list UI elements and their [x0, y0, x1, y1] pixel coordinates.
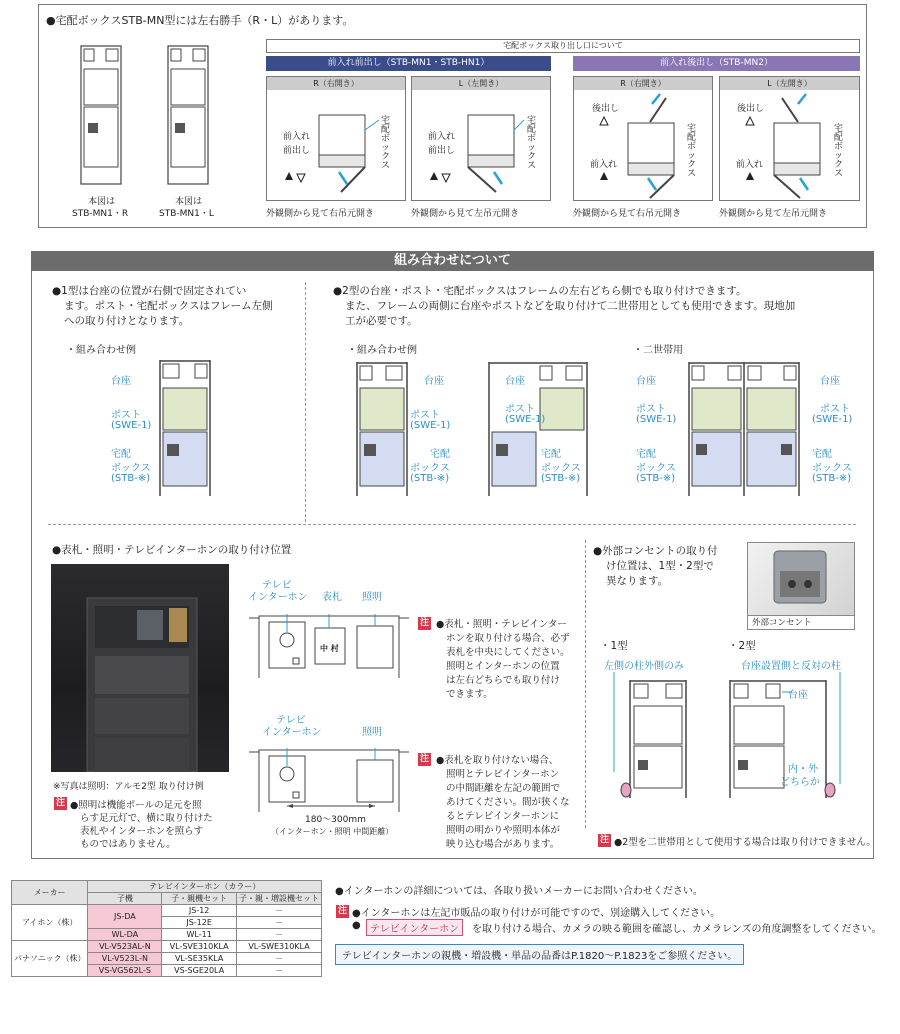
- mn1-r-front-in: 前入れ: [283, 132, 311, 142]
- outlet-inout2: どちらか: [780, 777, 820, 788]
- light-note-4: ものではありません。: [80, 839, 176, 850]
- tf-left-base: 台座: [636, 376, 656, 387]
- outlet-photo: [747, 542, 855, 630]
- mn2-l-box-label: 宅配ボックス: [834, 124, 844, 179]
- example-label-2: ・組み合わせ例: [347, 345, 417, 356]
- bottom-note1: ●インターホンは左記市販品の取り付けが可能ですので、別途購入してください。: [352, 908, 721, 919]
- type1-line1: ●1型は台座の位置が右側で固定されてい: [52, 285, 247, 297]
- outlet-title-2: け位置は、1型・2型で: [606, 560, 714, 572]
- mount-title: ●表札・照明・テレビインターホンの取り付け位置: [52, 544, 292, 556]
- note2-5: るとテレビインターホンに: [446, 811, 560, 822]
- mount-photo: [51, 564, 229, 772]
- outlet-note-caution: [598, 834, 611, 847]
- caution-icon-5: 注: [337, 906, 347, 916]
- th-set: 子・親機セット: [162, 893, 237, 905]
- combo-diagram-1-svg: [159, 360, 211, 496]
- c2a-box-model: (STB-※): [410, 473, 450, 484]
- top-note: ●宅配ボックスSTB-MN型には左右勝手（R・L）があります。: [46, 14, 354, 27]
- c1-box-model: (STB-※): [111, 473, 151, 484]
- td-child: VL-V523AL-N: [88, 941, 162, 953]
- outlet-type2: ・2型: [728, 640, 756, 652]
- outlet-note: ●2型を二世帯用として使用する場合は取り付けできません。: [614, 837, 876, 848]
- caution-icon: 注: [55, 798, 65, 808]
- md2-distance: 180～300mm: [305, 815, 366, 825]
- type2-line2: また、フレームの両側に台座やポストなどを取り付けて二世帯用としても使用できます。現地加: [345, 300, 796, 312]
- unit-r-caption1: 本図は: [88, 197, 116, 207]
- outlet-photo-svg: [748, 543, 854, 613]
- note2-6: 照明の明かりや照明本体が: [446, 825, 561, 836]
- note1-1: ●表札・照明・テレビインター: [436, 619, 567, 630]
- tf-left-box1: 宅配: [636, 449, 656, 460]
- bottom-inquiry: ●インターホンの詳細については、各取り扱いメーカーにお問い合わせください。: [335, 886, 703, 897]
- caution-icon-3: 注: [419, 754, 429, 764]
- outlet-type1-desc: 左側の柱外側のみ: [604, 661, 684, 672]
- td-set2: －: [237, 952, 322, 964]
- combo-diagram-2a-svg: [356, 362, 408, 496]
- photo-note: ※写真は照明：アルモ2型 取り付け例: [53, 782, 204, 792]
- panel-mn1-l-title: L（左開き）: [412, 77, 550, 90]
- td-maker-aiphone: アイホン（株）: [12, 905, 88, 941]
- md1-light: 照明: [362, 592, 382, 603]
- combo-divider-vert: [305, 282, 306, 522]
- cap-mn2-r: 外観側から見て右吊元開き: [573, 209, 682, 219]
- group1-title: 前入れ前出し（STB-MN1・STB-HN1）: [266, 56, 551, 71]
- td-set: VS-SGE20LA: [162, 964, 237, 976]
- note1-6: できます。: [446, 689, 493, 700]
- mn1-l-front-in: 前入れ: [428, 132, 456, 142]
- two-family-label: ・二世帯用: [633, 345, 683, 356]
- tf-right-post-model: (SWE-1): [812, 414, 853, 425]
- td-maker-panasonic: パナソニック（株）: [12, 941, 88, 977]
- unit-r-drawing: [80, 45, 122, 185]
- c2b-box2: ボックス: [541, 463, 581, 474]
- cap-mn1-r: 外観側から見て右吊元開き: [266, 209, 375, 219]
- mount-diagram-2: [249, 748, 409, 812]
- combo-diagram-1: [159, 360, 211, 496]
- note1-3: 表札を中央にしてください。: [446, 647, 570, 658]
- md1-nameplate: 表札: [322, 592, 342, 603]
- group2-title: 前入れ後出し（STB-MN2）: [573, 56, 860, 71]
- caution-icon-4: 注: [599, 835, 609, 845]
- light-note-2: らす足元灯で、横に取り付けた: [80, 813, 213, 824]
- note1-2: ホンを取り付ける場合、必ず: [446, 633, 570, 644]
- mn2-l-back-out: 後出し: [737, 104, 765, 114]
- cap-mn2-l: 外観側から見て左吊元開き: [719, 209, 828, 219]
- mn1-l-front-out: 前出し: [428, 146, 456, 156]
- c2b-base: 台座: [505, 376, 525, 387]
- th-set2: 子・親・増設機セット: [237, 893, 322, 905]
- c2b-box-model: (STB-※): [541, 473, 581, 484]
- td-set2: －: [237, 964, 322, 976]
- combo-title-bar: [31, 251, 874, 271]
- c2a-base: 台座: [424, 376, 444, 387]
- note2-2: 照明とテレビインターホン: [446, 769, 560, 780]
- caution-icon-2: 注: [419, 618, 429, 628]
- note1-caution: [418, 617, 431, 630]
- note1-5: は左右どちらでも取り付け: [446, 675, 560, 686]
- light-note-1: ●照明は機能ポールの足元を照: [70, 800, 202, 811]
- outlet-base: 台座: [788, 690, 808, 701]
- outlet-type1: ・1型: [600, 640, 628, 652]
- type2-line3: 工が必要です。: [345, 315, 418, 327]
- opening-title: 宅配ボックス取り出し口について: [503, 41, 623, 50]
- outlet-type2-desc: 台座設置側と反対の柱: [741, 661, 841, 672]
- outlet-inout1: 内・外: [788, 764, 818, 775]
- type1-line3: への取り付けとなります。: [64, 315, 190, 327]
- panel-mn2-l-title: L（左開き）: [720, 77, 859, 90]
- md2-distance-note: （インターホン・照明 中間距離）: [271, 827, 394, 836]
- note2-3: の中間距離を左記の範囲で: [446, 783, 561, 794]
- mn1-l-box-label: 宅配ボックス: [527, 116, 537, 171]
- mount-photo-svg: [51, 564, 229, 772]
- bottom-note2-post: を取り付ける場合、カメラの映る範囲を確認し、カメラレンズの角度調整をしてください。: [472, 924, 882, 935]
- mn2-l-front-in: 前入れ: [736, 160, 764, 170]
- unit-l-caption2: STB-MN1・L: [159, 209, 214, 219]
- md1-interphone: インターホン: [248, 592, 308, 603]
- bottom-note2-pre: ●: [352, 920, 361, 931]
- td-set2: －: [237, 917, 322, 929]
- td-child: VS-VG562L-S: [88, 964, 162, 976]
- outlet-title-1: ●外部コンセントの取り付: [593, 545, 718, 557]
- outlet-diagram-1-svg: [612, 672, 700, 798]
- mn2-r-box-label: 宅配ボックス: [687, 124, 697, 179]
- c1-box1: 宅配: [111, 449, 131, 460]
- td-child: WL-DA: [88, 929, 162, 941]
- c1-box2: ボックス: [111, 463, 151, 474]
- tf-left-box2: ボックス: [636, 463, 676, 474]
- unit-l-svg: [167, 45, 209, 185]
- note2-1: ●表札を取り付けない場合、: [436, 755, 559, 766]
- c1-base: 台座: [111, 376, 131, 387]
- tf-right-box2: ボックス: [812, 463, 852, 474]
- panel-mn1-r-title: R（右開き）: [267, 77, 405, 90]
- combo-diagram-two-family: [688, 362, 800, 496]
- td-set: JS-12: [162, 905, 237, 917]
- note1-4: 照明とインターホンの位置: [446, 661, 560, 672]
- note2-7: 映り込む場合があります。: [446, 839, 560, 850]
- c1-post: ポスト: [111, 410, 141, 421]
- opening-title-box: [266, 39, 860, 53]
- md2-interphone: インターホン: [262, 727, 322, 738]
- td-set2: VL-SWE310KLA: [237, 941, 322, 953]
- tf-right-box1: 宅配: [812, 449, 832, 460]
- tf-right-base: 台座: [820, 376, 840, 387]
- combo-divider-horiz: [48, 524, 856, 525]
- md2-light: 照明: [362, 727, 382, 738]
- td-child: VL-V523L-N: [88, 952, 162, 964]
- mn1-r-box-label: 宅配ボックス: [381, 116, 391, 171]
- combo-diagram-2a: [356, 362, 408, 496]
- type1-line2: ます。ポスト・宅配ボックスはフレーム左側: [64, 300, 273, 312]
- unit-r-svg: [80, 45, 122, 185]
- panel-mn2-r-title: R（右開き）: [574, 77, 712, 90]
- tf-left-post-model: (SWE-1): [636, 414, 677, 425]
- example-label-1: ・組み合わせ例: [66, 345, 136, 356]
- tf-left-box-model: (STB-※): [636, 473, 676, 484]
- td-set: WL-11: [162, 929, 237, 941]
- type2-line1: ●2型の台座・ポスト・宅配ボックスはフレームの左右どちら側でも取り付けできます。: [333, 285, 747, 297]
- bottom-caution: [336, 905, 349, 918]
- th-child: 子機: [88, 893, 162, 905]
- unit-l-drawing: [167, 45, 209, 185]
- unit-l-caption1: 本図は: [175, 197, 203, 207]
- bottom-ref: テレビインターホンの親機・増設機・単品の品番はP.1820～P.1823をご参照ください。: [335, 944, 744, 965]
- c2a-box1: 宅配: [430, 449, 450, 460]
- mn2-r-back-out: 後出し: [592, 104, 620, 114]
- md1-tv: テレビ: [262, 580, 292, 591]
- td-child: JS-DA: [88, 905, 162, 929]
- light-note-caution: [54, 797, 67, 810]
- td-set: VL-SVE310KLA: [162, 941, 237, 953]
- interphone-table: [11, 880, 322, 977]
- tf-right-post: ポスト: [820, 404, 850, 415]
- note2-4: あけてください。間が狭くな: [446, 797, 570, 808]
- td-set2: －: [237, 929, 322, 941]
- mn1-r-front-out: 前出し: [283, 146, 311, 156]
- td-set: VL-SE35KLA: [162, 952, 237, 964]
- bottom-note2-tag: テレビインターホン: [366, 919, 463, 936]
- th-tv: テレビインターホン（カラー）: [88, 881, 322, 893]
- c2b-post-model: (SWE-1): [505, 414, 546, 425]
- c2a-post-model: (SWE-1): [410, 420, 451, 431]
- outlet-title-3: 異なります。: [606, 575, 669, 587]
- note2-caution: [418, 753, 431, 766]
- c2a-post: ポスト: [410, 410, 440, 421]
- cap-mn1-l: 外観側から見て左吊元開き: [411, 209, 520, 219]
- c2a-box2: ボックス: [410, 463, 450, 474]
- outlet-diagram-1: [612, 672, 700, 798]
- c2b-box1: 宅配: [541, 449, 561, 460]
- td-set2: －: [237, 905, 322, 917]
- tf-left-post: ポスト: [636, 404, 666, 415]
- c2b-post: ポスト: [505, 404, 535, 415]
- combo-title: 組み合わせについて: [394, 253, 511, 268]
- light-note-3: 表札やインターホンを照らす: [80, 826, 204, 837]
- combo-diagram-two-family-svg: [688, 362, 800, 496]
- md1-nameplate-text: 中 村: [320, 644, 339, 653]
- td-set: JS-12E: [162, 917, 237, 929]
- c1-post-model: (SWE-1): [111, 420, 152, 431]
- th-maker: メーカー: [12, 881, 88, 905]
- mount-diagram-2-svg: [249, 748, 409, 812]
- outlet-divider: [585, 540, 586, 828]
- md2-tv: テレビ: [276, 715, 306, 726]
- unit-r-caption2: STB-MN1・R: [72, 209, 129, 219]
- mn2-r-front-in: 前入れ: [590, 160, 618, 170]
- outlet-photo-label: 外部コンセント: [748, 615, 854, 629]
- tf-right-box-model: (STB-※): [812, 473, 852, 484]
